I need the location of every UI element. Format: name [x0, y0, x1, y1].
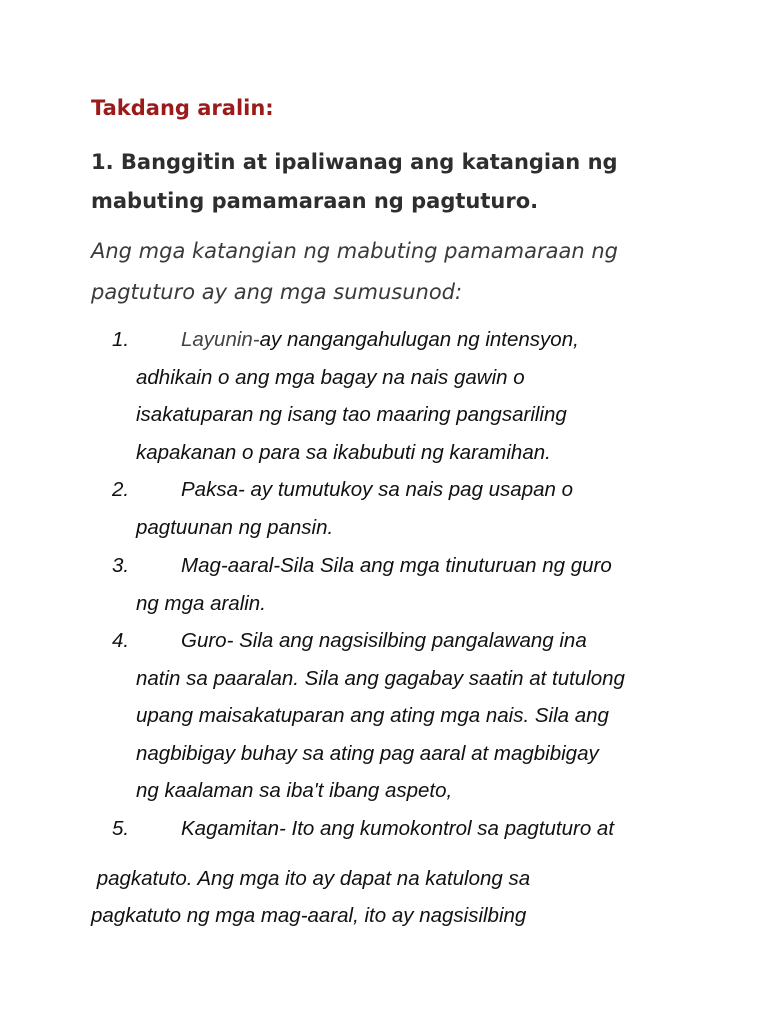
list-item-line: nagbibigay buhay sa ating pag aaral at magbibigay	[136, 741, 599, 765]
list-item-number: 4.	[112, 629, 130, 652]
continuation-line-1: pagkatuto. Ang mga ito ay dapat na katulong sa	[91, 867, 531, 890]
list-item-line: ng mga aralin.	[136, 591, 266, 615]
answer-intro	[91, 231, 751, 313]
list-item-line: Kagamitan- Ito ang kumokontrol sa pagtuturo at	[181, 817, 615, 840]
list-item-line: isakatuparan ng isang tao maaring pangsariling	[136, 403, 567, 427]
list-item-line-text: ay nangangahulugan ng intensyon,	[259, 328, 579, 351]
list-item-text	[136, 321, 736, 471]
list-item-line: ng kaalaman sa iba't ibang aspeto,	[136, 779, 453, 803]
list-item-line: Paksa- ay tumutukoy sa nais pag usapan o	[181, 478, 574, 501]
continuation-line-2: pagkatuto ng mga mag-aaral, ito ay nagsisilbing	[91, 904, 527, 927]
list-item-number: 1.	[112, 328, 130, 351]
list-item-line: Mag-aaral-Sila Sila ang mga tinuturuan ng guro	[181, 554, 612, 577]
list-item-line: kapakanan o para sa ikabubuti ng karamihan.	[136, 440, 551, 464]
list-item-text	[136, 622, 736, 810]
assignment-question	[91, 143, 731, 221]
list-item-line: adhikain o ang mga bagay na nais gawin o	[136, 365, 525, 389]
list-item-number: 5.	[112, 817, 130, 840]
list-item-text	[136, 810, 736, 848]
list-item-number: 2.	[112, 478, 130, 501]
list-item-line: upang maisakatuparan ang ating mga nais. Sila ang	[136, 704, 609, 728]
list-item-line	[136, 321, 736, 359]
list-item-number: 3.	[112, 554, 130, 577]
list-item-line: natin sa paaralan. Sila ang gagabay saatin at tutulong	[136, 666, 625, 690]
question-line-2: mabuting pamamaraan ng pagtuturo.	[91, 189, 539, 213]
list-item-line: pagtuunan ng pansin.	[136, 515, 334, 539]
list-item-term: Layunin-	[181, 328, 260, 351]
intro-line-1: Ang mga katangian ng mabuting pamamaraan ng	[91, 239, 618, 263]
list-item-text	[136, 471, 736, 546]
assignment-heading: Takdang aralin:	[91, 96, 274, 120]
continuation-paragraph	[91, 860, 731, 934]
question-line-1: 1. Banggitin at ipaliwanag ang katangian ng	[91, 150, 618, 174]
list-item-line: Guro- Sila ang nagsisilbing pangalawang ina	[181, 629, 587, 652]
intro-line-2: pagtuturo ay ang mga sumusunod:	[91, 280, 463, 304]
list-item-text	[136, 547, 736, 622]
